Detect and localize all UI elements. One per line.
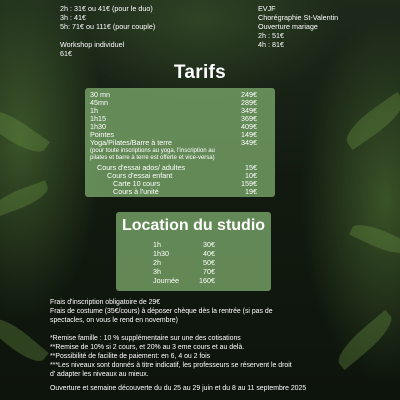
price-value: 349€: [241, 106, 257, 115]
price-label: 1h15: [90, 114, 106, 123]
tarifs-panel: [85, 88, 275, 197]
extra-label: Cours d'essai ados/ adultes: [97, 163, 186, 172]
leaf-decoration: [0, 180, 51, 217]
footer-line: Ouverture et semaine découverte du du 25 au 29 juin et du 8 au 11 septembre 2025: [50, 385, 307, 392]
location-label: 1h30: [153, 249, 169, 258]
note-line: (pour toute inscriptions au yoga, l'inscription au: [90, 148, 215, 154]
location-value: 70€: [203, 267, 215, 276]
event-pricing: [258, 4, 338, 49]
location-title: Location du studio: [121, 217, 266, 234]
footer-line: *Remise famille : 10 % supplémentaire sur une des cotisations: [50, 335, 241, 342]
tarifs-title: Tarifs: [173, 62, 227, 83]
extra-label: Cours d'essai enfant: [107, 171, 173, 180]
price-label: Pointes: [90, 130, 114, 139]
leaf-decoration: [0, 102, 50, 160]
info-line: 61€: [60, 49, 72, 58]
footer-line: spectacles, on vous le rend en novembre): [50, 317, 178, 324]
location-panel: [116, 212, 271, 291]
leaf-decoration: [340, 92, 400, 150]
price-label: 30 mn: [90, 90, 110, 99]
price-label: 1h: [90, 106, 98, 115]
extra-label: Carte 10 cours: [113, 179, 161, 188]
extra-label: Cours à l'unité: [113, 187, 159, 196]
info-line: [60, 31, 155, 40]
info-line: EVJF: [258, 4, 276, 13]
extra-value: 15€: [245, 163, 257, 172]
location-label: Journée: [153, 276, 179, 285]
info-line: 5h: 71€ ou 111€ (pour couple): [60, 22, 156, 31]
info-line: Ouverture mariage: [258, 22, 318, 31]
price-label: Yoga/Pilates/Barre à terre: [90, 138, 173, 147]
location-value: 160€: [199, 276, 215, 285]
location-label: 2h: [153, 258, 161, 267]
info-line: Workshop individuel: [60, 40, 125, 49]
workshop-pricing: [60, 4, 155, 58]
footer-line: [50, 325, 306, 334]
leaf-decoration: [349, 218, 400, 260]
info-line: 3h : 41€: [60, 13, 86, 22]
info-line: 2h : 51€: [258, 31, 284, 40]
location-value: 40€: [203, 249, 215, 258]
footer-line: Frais d'inscription obligatoire de 29€: [50, 299, 161, 306]
extra-value: 19€: [245, 187, 257, 196]
price-value: 409€: [241, 122, 257, 131]
footer-line: Frais de costume (35€/cours) à déposer chèque dès la rentrée (si pas de: [50, 308, 273, 315]
location-label: 1h: [153, 240, 161, 249]
tarifs-note: [90, 148, 215, 162]
footer-line: **Remise de 10% si 2 cours, et 20% au 3 eme cours et au delà.: [50, 344, 245, 351]
leaf-decoration: [332, 310, 398, 370]
extra-value: 10€: [245, 171, 257, 180]
location-value: 30€: [203, 240, 215, 249]
price-value: 249€: [241, 90, 257, 99]
price-value: 289€: [241, 98, 257, 107]
info-line: Chorégraphie St-Valentin: [258, 13, 339, 22]
price-value: 349€: [241, 138, 257, 147]
info-line: 2h : 31€ ou 41€ (pour le duo): [60, 4, 153, 13]
price-label: 1h30: [90, 122, 106, 131]
location-value: 50€: [203, 258, 215, 267]
footer-line: **Possibilité de facilite de paiement: en 6, 4 ou 2 fois: [50, 353, 211, 360]
price-value: 149€: [241, 130, 257, 139]
extra-value: 159€: [241, 179, 257, 188]
price-label: 45mn: [90, 98, 108, 107]
location-label: 3h: [153, 267, 161, 276]
leaf-decoration: [0, 311, 49, 368]
price-value: 369€: [241, 114, 257, 123]
footer-line: d' adapter les niveaux au mieux.: [50, 371, 149, 378]
footer-line: ***Les niveaux sont donnés à titre indicatif, les professeurs se réservent le droit: [50, 362, 292, 369]
footer-info: [50, 298, 306, 393]
note-line: pilates et barre à terre est offerte et vice-versa): [90, 155, 215, 161]
info-line: 4h : 81€: [258, 40, 284, 49]
